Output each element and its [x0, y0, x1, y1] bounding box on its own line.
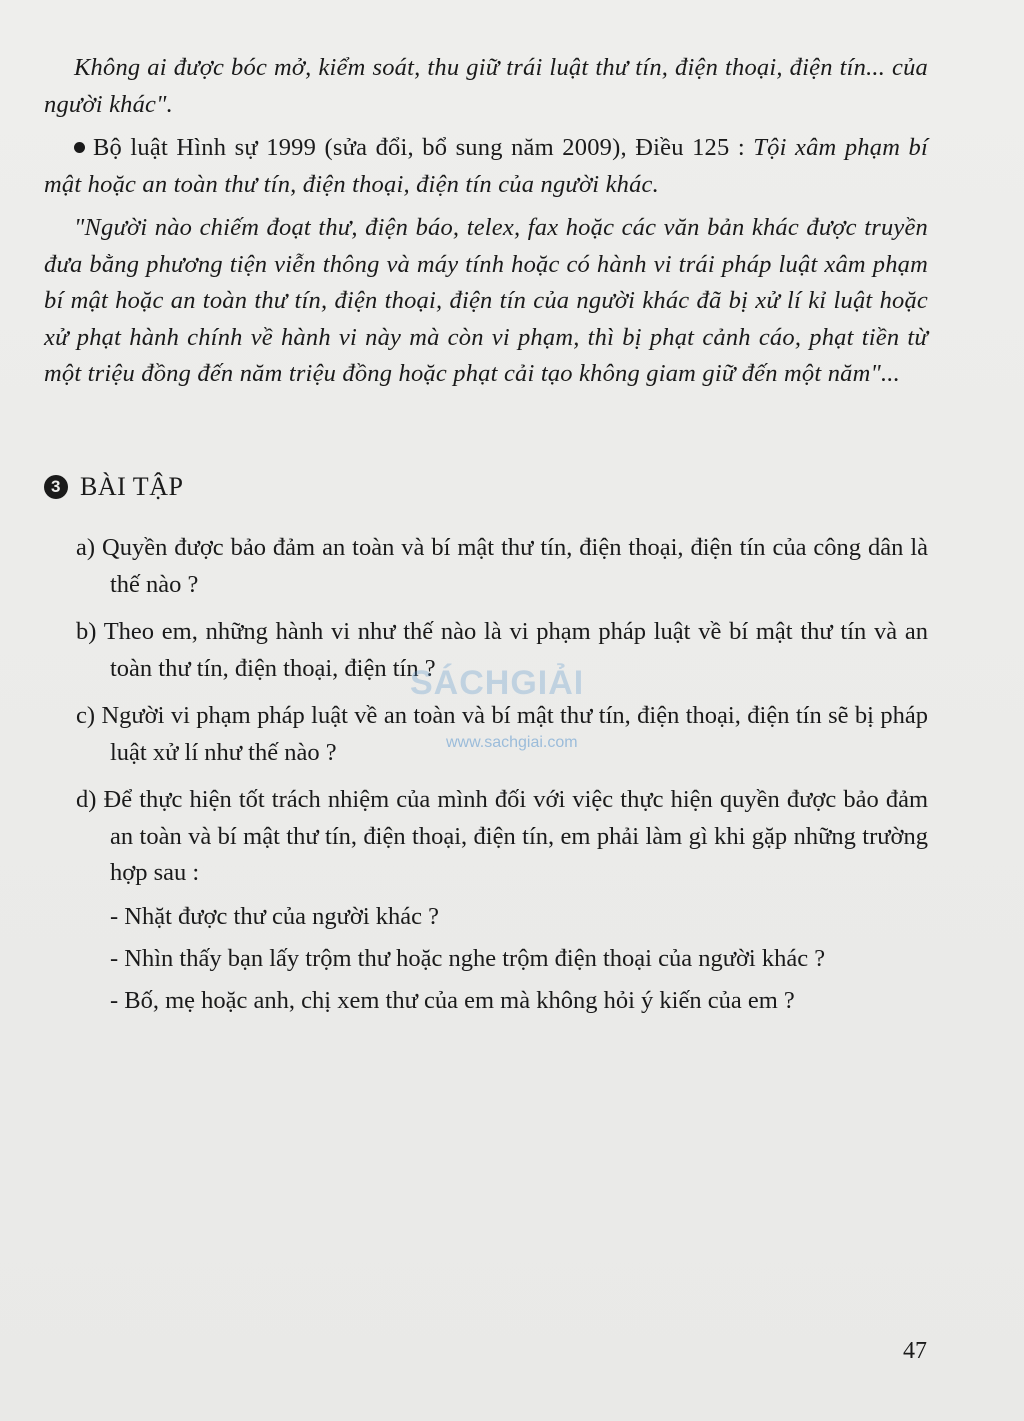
question-c — [76, 698, 928, 771]
question-d — [76, 782, 928, 892]
question-label: d) — [76, 786, 97, 813]
page-number: 47 — [903, 1338, 927, 1364]
watermark-logo: SÁCHGIẢI — [410, 664, 585, 702]
section-title: BÀI TẬP — [80, 472, 184, 501]
question-label: b) — [76, 618, 97, 645]
question-text: Quyền được bảo đảm an toàn và bí mật thư tín, điện thoại, điện tín của công dân là thế nào ? — [102, 534, 928, 598]
quote-continued: Không ai được bóc mở, kiểm soát, thu giữ trái luật thư tín, điện thoại, điện tín... của người khác". — [44, 54, 928, 118]
question-text: Theo em, những hành vi như thế nào là vi phạm pháp luật về bí mật thư tín và an toàn thư tín, điện thoại, điện tín ? — [103, 618, 928, 682]
watermark-url: www.sachgiai.com — [446, 734, 578, 751]
case-item: - Bố, mẹ hoặc anh, chị xem thư của em mà không hỏi ý kiến của em ? — [110, 987, 795, 1014]
question-a — [76, 530, 928, 603]
question-label: a) — [76, 534, 96, 561]
question-b — [76, 614, 928, 687]
case-item: - Nhìn thấy bạn lấy trộm thư hoặc nghe trộm điện thoại của người khác ? — [110, 945, 826, 972]
case-item: - Nhặt được thư của người khác ? — [110, 903, 440, 930]
law-quote: "Người nào chiếm đoạt thư, điện báo, telex, fax hoặc các văn bản khác được truyền đưa bằng phương tiện viễn thông và máy tính hoặc có hành vi trái pháp luật xâm phạm bí mật hoặc an toàn thư tín, điện thoại, điện tín của người khác đã bị xử lí kỉ luật hoặc xử phạt hành chính về hành vi này mà còn vi phạm, thì bị phạt cảnh cáo, phạt tiền từ một triệu đồng đến năm triệu đồng hoặc phạt cải tạo không giam giữ đến một năm"... — [44, 214, 928, 387]
bullet-icon — [74, 142, 85, 153]
question-label: c) — [76, 702, 96, 729]
section-number-badge: 3 — [44, 475, 68, 499]
law-reference-article: Tội xâm phạm bí mật hoặc an toàn thư tín, điện thoại, điện tín của người khác. — [44, 134, 928, 198]
law-reference-title: Bộ luật Hình sự 1999 (sửa đổi, bổ sung năm 2009), Điều 125 : — [93, 134, 754, 161]
question-text: Người vi phạm pháp luật về an toàn và bí mật thư tín, điện thoại, điện tín sẽ bị pháp luật xử lí như thế nào ? — [101, 702, 929, 766]
law-reference — [44, 130, 928, 203]
question-text: Để thực hiện tốt trách nhiệm của mình đối với việc thực hiện quyền được bảo đảm an toàn và bí mật thư tín, điện thoại, điện tín, em phải làm gì khi gặp những trường hợp sau : — [103, 786, 929, 886]
section-heading — [44, 472, 183, 502]
